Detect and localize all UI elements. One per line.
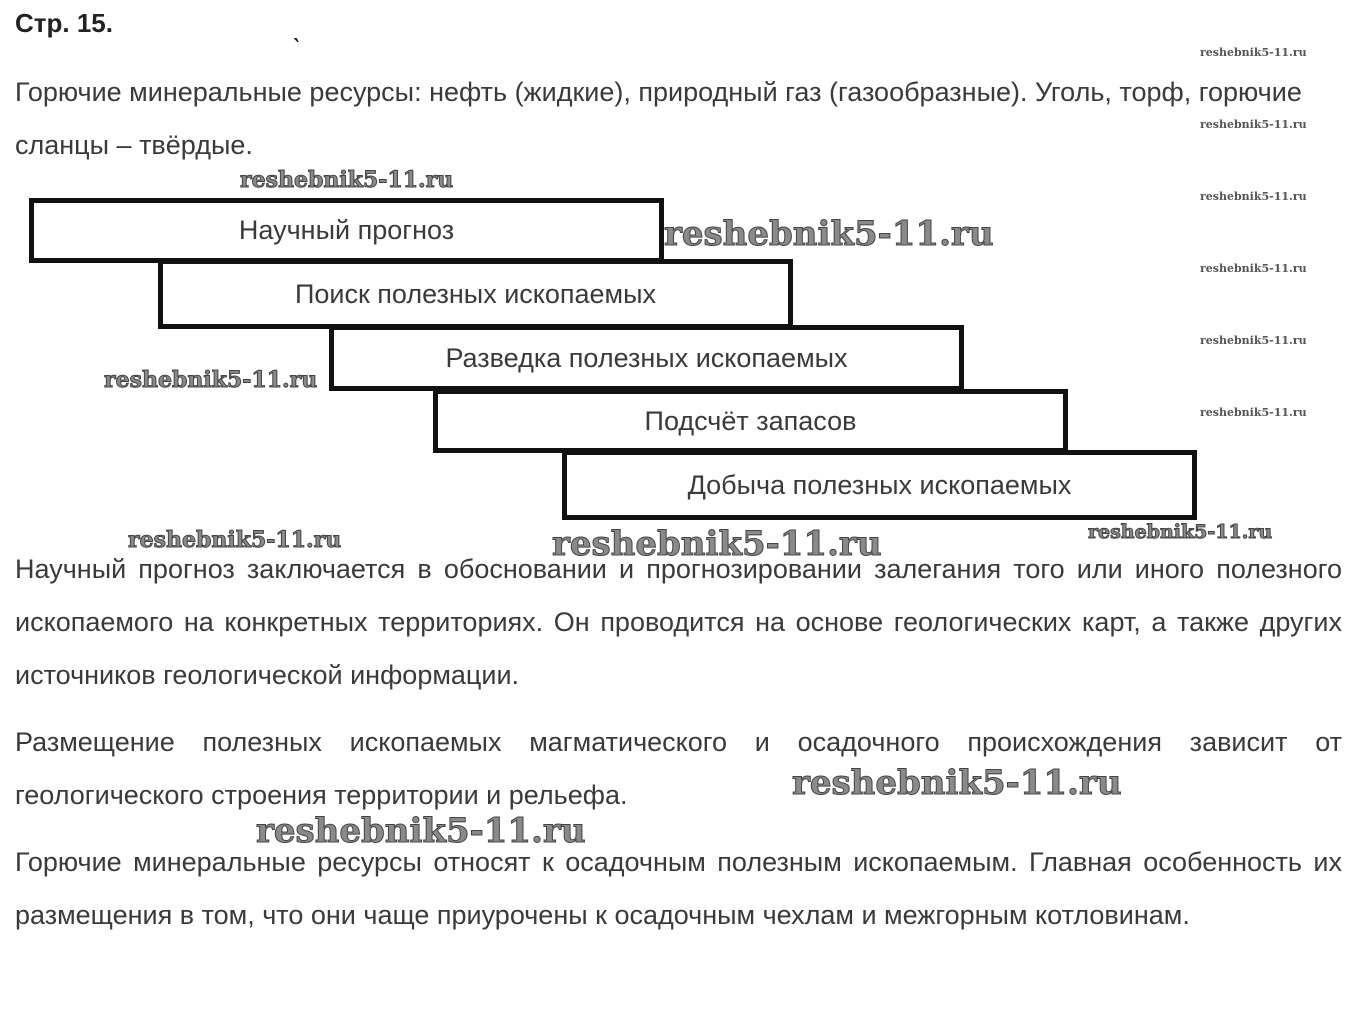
diagram-step-label: Добыча полезных ископаемых xyxy=(687,469,1072,500)
watermark: reshebnik5-11.ru xyxy=(256,811,586,851)
diagram-step-search xyxy=(158,259,793,329)
watermark: reshebnik5-11.ru xyxy=(128,527,342,553)
watermark: reshebnik5-11.ru xyxy=(1200,118,1307,131)
watermark: reshebnik5-11.ru xyxy=(1200,190,1307,203)
page-title: Стр. 15. xyxy=(15,8,113,38)
paragraph-placement: Размещение полезных ископаемых магматического и осадочного происхождения зависит от геологического строения территории и рельефа. xyxy=(15,727,1342,810)
watermark: reshebnik5-11.ru xyxy=(104,367,318,393)
paragraph-fuel-resources: Горючие минеральные ресурсы относят к осадочным полезным ископаемым. Главная особенность их размещения в том, что они чаще приурочены к осадочным чехлам и межгорным котловинам. xyxy=(15,847,1342,930)
watermark: reshebnik5-11.ru xyxy=(792,763,1122,803)
diagram-step-label: Разведка полезных ископаемых xyxy=(445,342,848,373)
diagram-step-scientific-forecast xyxy=(29,198,664,263)
diagram-step-reserve-count xyxy=(433,389,1068,453)
watermark: reshebnik5-11.ru xyxy=(1200,406,1307,419)
stray-mark: ˎ xyxy=(292,10,302,43)
watermark: reshebnik5-11.ru xyxy=(1200,262,1307,275)
intro-paragraph: Горючие минеральные ресурсы: нефть (жидкие), природный газ (газообразные). Уголь, торф, горючие сланцы – твёрдые. xyxy=(15,77,1302,160)
diagram-step-label: Научный прогноз xyxy=(238,215,455,245)
watermark: reshebnik5-11.ru xyxy=(240,167,454,193)
diagram-step-exploration xyxy=(329,325,964,391)
paragraph-forecast: Научный прогноз заключается в обосновании и прогнозировании залегания того или иного полезного ископаемого на конкретных территориях. Он проводится на основе геологических карт, а также других источников геологической информации. xyxy=(15,554,1342,690)
watermark: reshebnik5-11.ru xyxy=(1088,521,1273,543)
diagram-step-extraction xyxy=(562,450,1197,520)
watermark: reshebnik5-11.ru xyxy=(1200,334,1307,347)
watermark: reshebnik5-11.ru xyxy=(1200,46,1307,59)
diagram-step-label: Подсчёт запасов xyxy=(644,405,857,436)
watermark: reshebnik5-11.ru xyxy=(552,524,882,564)
watermark: reshebnik5-11.ru xyxy=(664,214,994,254)
diagram-step-label: Поиск полезных ископаемых xyxy=(294,278,657,309)
